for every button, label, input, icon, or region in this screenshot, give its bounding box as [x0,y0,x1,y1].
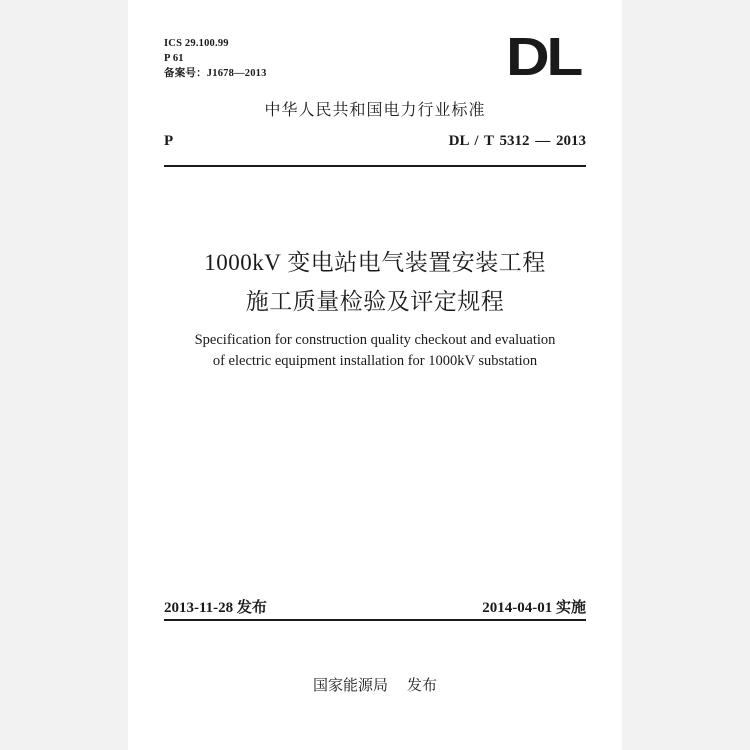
chinese-title [128,243,622,321]
category-letter: P [164,133,174,149]
implementation-date: 2014-04-01 实施 [482,600,586,616]
classification-block [164,36,267,81]
standard-cover [128,0,622,750]
english-title-line1: Specification for construction quality checkout and evaluation [194,332,556,348]
chinese-title-line1: 1000kV 变电站电气装置安装工程 [204,250,546,275]
chinese-title-line2: 施工质量检验及评定规程 [245,289,505,314]
organization-title: 中华人民共和国电力行业标准 [264,100,486,119]
bottom-divider [164,619,586,621]
english-title-line2: of electric equipment installation for 1000kV substation [212,353,538,369]
ics-code: ICS 29.100.99 [164,38,229,49]
issue-date: 2013-11-28 发布 [164,600,267,616]
class-code: P 61 [164,53,184,64]
publisher: 国家能源局 发布 [312,676,438,694]
dl-logo: DL [506,27,580,87]
record-number: 备案号：J1678—2013 [164,68,267,79]
top-divider [164,165,586,167]
standard-number: DL / T 5312 — 2013 [448,133,586,149]
english-title [128,330,622,372]
